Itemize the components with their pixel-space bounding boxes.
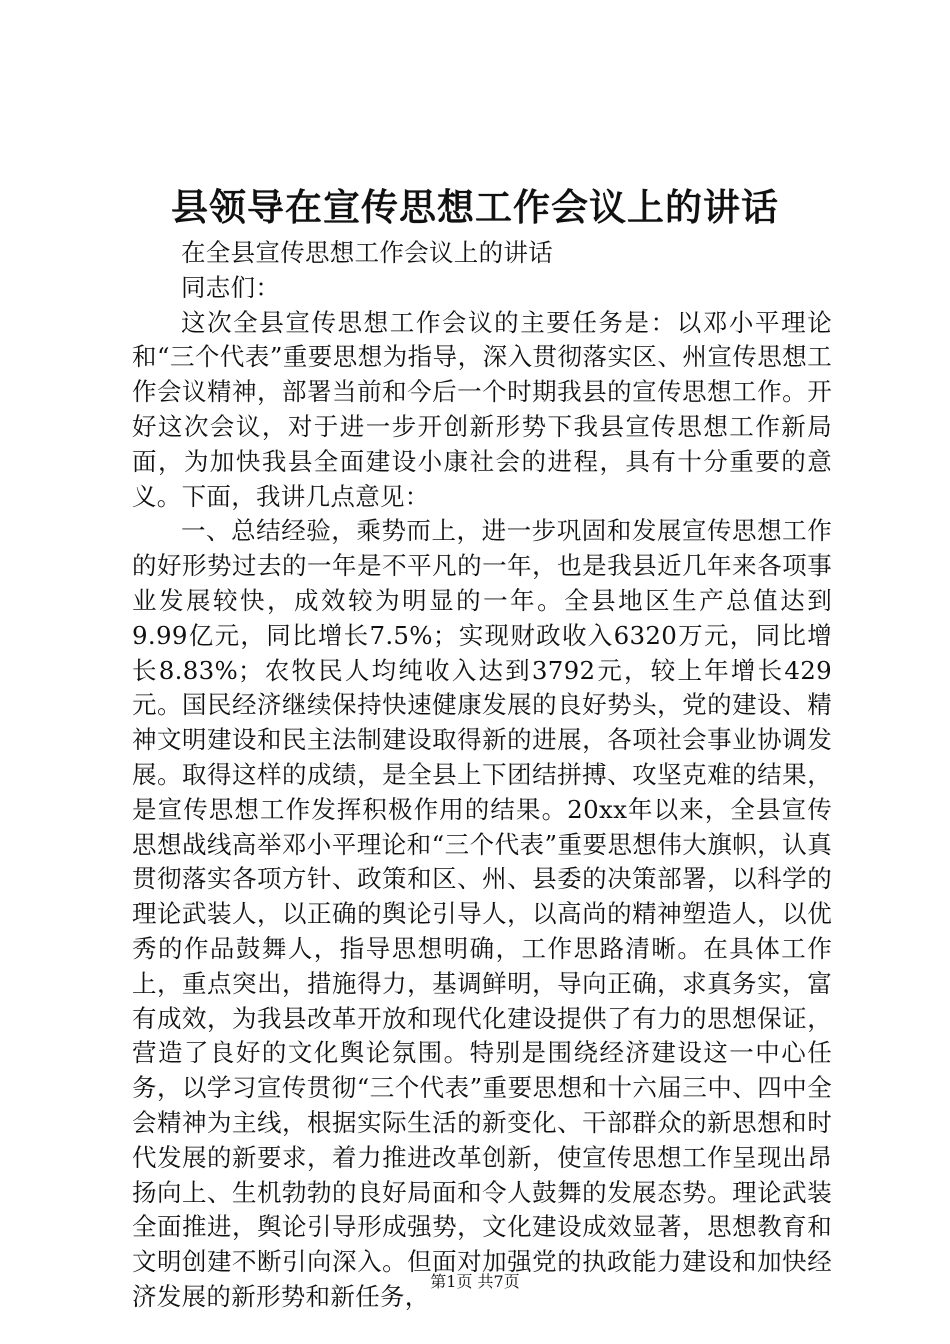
document-body (132, 236, 832, 1315)
intro-paragraph: 这次全县宣传思想工作会议的主要任务是：以邓小平理论和“三个代表”重要思想为指导，深入贯彻落实区、州宣传思想工作会议精神，部署当前和今后一个时期我县的宣传思想工作。开好这次会议，对于进一步开创新形势下我县宣传思想工作新局面，为加快我县全面建设小康社会的进程，具有十分重要的意义。下面，我讲几点意见： (132, 307, 832, 511)
section-one-paragraph: 一、总结经验，乘势而上，进一步巩固和发展宣传思想工作的好形势过去的一年是不平凡的一年，也是我县近几年来各项事业发展较快，成效较为明显的一年。全县地区生产总值达到9.99亿元，同比增长7.5%；实现财政收入6320万元，同比增长8.83%；农牧民人均纯收入达到3792元，较上年增长429元。国民经济继续保持快速健康发展的良好势头，党的建设、精神文明建设和民主法制建设取得新的进展，各项社会事业协调发展。取得这样的成绩，是全县上下团结拼搏、攻坚克难的结果，是宣传思想工作发挥积极作用的结果。20xx年以来，全县宣传思想战线高举邓小平理论和“三个代表”重要思想伟大旗帜，认真贯彻落实各项方针、政策和区、州、县委的决策部署，以科学的理论武装人，以正确的舆论引导人，以高尚的精神塑造人，以优秀的作品鼓舞人，指导思想明确，工作思路清晰。在具体工作上，重点突出，措施得力，基调鲜明，导向正确，求真务实，富有成效，为我县改革开放和现代化建设提供了有力的思想保证，营造了良好的文化舆论氛围。特别是围绕经济建设这一中心任务，以学习宣传贯彻“三个代表”重要思想和十六届三中、四中全会精神为主线，根据实际生活的新变化、干部群众的新思想和时代发展的新要求，着力推进改革创新，使宣传思想工作呈现出昂扬向上、生机勃勃的良好局面和令人鼓舞的发展态势。理论武装全面推进，舆论引导形成强势，文化建设成效显著，思想教育和文明创建不断引向深入。但面对加强党的执政能力建设和加快经济发展的新形势和新任务， (132, 516, 832, 1311)
page-number-footer: 第1页 共7页 (430, 1272, 520, 1291)
document-title: 县领导在宣传思想工作会议上的讲话 (171, 185, 779, 229)
subtitle-paragraph: 在全县宣传思想工作会议上的讲话 (181, 238, 553, 267)
salutation-paragraph: 同志们： (181, 272, 281, 302)
